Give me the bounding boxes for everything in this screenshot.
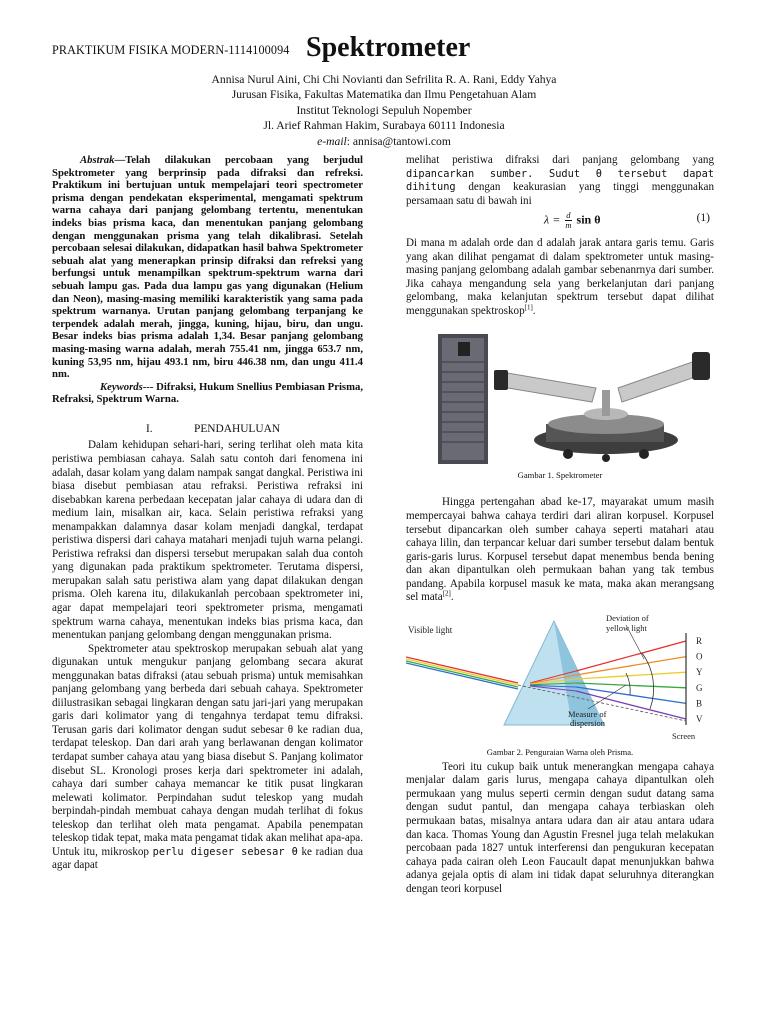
color-label-y: Y [696,667,703,678]
figure-1-caption: Gambar 1. Spektrometer [517,470,603,481]
equation-number: (1) [696,212,710,225]
adjust-knob-center [602,454,610,462]
equation-sin: sin θ [573,212,601,227]
keywords [52,381,363,406]
intro-paragraph-1: Dalam kehidupan sehari-hari, sering terlihat oleh mata kita peristiwa pembiasan cahaya. Salah satu contoh dari fenomena ini adalah, dasar kolam yang dalam nampak sangat dangkal. Peristiwa ini biasa disebut pembiasan atau refraksi. Peristiwa refraksi ini disebabkan karena perbedaan kecepatan jalar cahaya di udara dan di medium lain, misalkan air, kaca. Selain peristiwa refraksi yang menampakkan dalamnya dasar kolam menjadi dangkal, terdapat peristiwa dispersi dari cahaya matahari menjadi tujuh warna pelangi. Peristiwa refraksi dan dispersi tersebut merupakan salah dua contoh yang digunakan pada praktikum spektrometer. Terutama dispersi, merupakan salah satu peristiwa alam yang dapat dilakukan dengan prisma. Oleh karena itu, dilakukanlah percobaan spektrometer ini, agar dapat mempelajari teori spektrometer prisma, mengamati spektrum warna cahaya, menentukan indeks bias prisma kaca, dan menentukan panjang gelombang dengan menggunakan prisma. [52,439,363,642]
equation-numerator: d [566,210,571,221]
telescope-eyepiece [692,352,710,380]
keywords-text: --- Difraksi, Hukum Snellius Pembiasan Prisma, Refraksi, Spektrum Warna. [52,380,363,406]
color-labels [696,636,703,724]
color-label-o: O [696,651,703,662]
address: Jl. Arief Rahman Hakim, Surabaya 60111 Indonesia [263,119,505,133]
department: Jurusan Fisika, Fakultas Matematika dan Ilmu Pengetahuan Alam [231,88,537,102]
equation-formula [544,211,601,230]
intro-paragraph-2-text: Spektrometer atau spektroskop merupakan sebuah alat yang digunakan untuk mengukur panjang gelombang secara akurat menggunakan batas difraksi (atau sebuah prisma) untuk memisahkan panjang gelombang yang berbeda dari sebuah cahaya. Spektrometer diilustrasikan sebagai lingkaran dengan satu jari-jari yang merupakan garis dari kolimator yang di tengahnya terdapat temu difraksi. Terusan garis dari kolimator dengan sudut sebesar θ ke radian dua, terdapat teleskop. Dan dari arah yang berlawanan dengan kolimator terdapat sumber cahaya atau yang biasa disebut S. Panjang kolimator disebut SL. Kronologi proses kerja dari spektrometer ini adalah, cahaya dari sumber cahaya memancar ke titik pusat lingkaran melewati kolimator. Perpindahan sudut teleskop yang mudah berpindah-pindah membuat cahaya dengan mudah terlihat di fokus teleskop dan terlihat oleh mata pengamat. Apabila penempatan teleskop tidak tepat, maka mata pengamat tidak akan melihat apa-apa. Untuk itu, mikroskop [52,642,363,858]
abstract [52,154,363,381]
dispersion-label-1: Measure of [568,708,607,719]
right-paragraph-3: Teori itu cukup baik untuk menerangkan mengapa cahaya menjalar dalam garis lurus, mengapa cahaya dipantulkan oleh permukaan yang mulus seperti cermin dengan sudut datang sama dengan sudut pantul, dan mengapa cahaya terbiaskan oleh permukaan batas, misalnya antara udara dan air atau antara udara dan kaca. Thomas Young dan Agustin Fresnel juga telah melakukan percobaan pada 1827 untuk interferensi dan pengukuran kecepatan cahaya pada cairan oleh Leon Faucault dapat menunjukkan bahwa adanya gejala optis di alam ini tidak dapat seluruhnya diterangkan dengan teori korpusel [406,760,714,895]
dispersion-label-2: dispersion [570,717,605,728]
visible-light-label: Visible light [408,624,453,635]
color-label-g: G [696,682,703,693]
deviation-label-1: Deviation of [606,612,649,623]
lamp-window [458,342,470,356]
adjust-knob-right [639,449,649,459]
screen-label: Screen [672,730,696,741]
figure-2-caption: Gambar 2. Penguraian Warna oleh Prisma. [486,746,634,757]
deviation-label-2: yellow light [606,622,647,633]
color-label-v: V [696,713,703,724]
right-paragraph-2-text: Hingga pertengahan abad ke-17, mayarakat umum masih mempercayai bahwa cahaya terdiri dari aliran korpusel. Korpusel tersebut dipancarkan oleh sumber cahaya seperti matahari atau cahaya lilin, dan terpancar keluar dari sumber tersebut dalam bentuk garis-garis lurus. Korpusel tersebut dapat menembus benda bening dan akan dipantulkan oleh permukaan bahan yang tak tembus pandang. Apabila korpusel masuk ke mata, maka akan merangsang sel mata [406,496,714,604]
dispersion-pointer [588,685,626,709]
right-column [406,154,714,896]
right-paragraph-0-end: dengan keakurasian yang tinggi menggunakan persamaan satu di bawah ini [406,181,714,207]
figure-spectrometer [406,332,714,466]
right-paragraph-1-text: Di mana m adalah orde dan d adalah jarak antara garis temu. Garis yang akan dilihat pengamat di dalam spektrometer untuk masing-masing panjang gelombang adalah gambar sebenanrnya dari sumber. Jika cahaya mengandung sela yang berkelanjutan dari panjang gelombang, maka kelanjutan spektrum tersebut dapat dilihat menggunakan spektroskop [406,237,714,317]
section-number: I. [146,422,153,435]
spectrometer-illustration [406,332,714,466]
ray-o [576,656,686,674]
paper-title: Spektrometer [306,32,471,63]
adjust-knob-left [563,449,573,459]
table-post [602,390,610,416]
institute: Institut Teknologi Sepuluh Nopember [296,103,472,117]
author-block [0,72,768,149]
equation-fraction [565,211,571,230]
ray-r [576,641,686,671]
intro-paragraph-2-end: ke radian dua agar dapat [52,845,363,872]
prism-dispersion-diagram [406,613,714,743]
section-title: PENDAHULUAN [194,422,281,435]
color-label-r: R [696,635,703,646]
section-heading [52,423,363,437]
left-column [52,154,363,873]
color-label-b: B [696,698,703,709]
collimator-slit [494,370,508,390]
keywords-lead: Keywords [100,380,143,393]
intro-paragraph-2-mono: perlu digeser sebesar θ [152,845,298,858]
telescope-tube [618,360,704,402]
email-line [0,134,768,149]
right-paragraph-0 [406,154,714,208]
ray-g [576,683,686,688]
equation-denominator: m [565,220,572,231]
citation-2[interactable]: [2] [442,589,451,598]
right-paragraph-2-end: . [450,591,454,604]
right-paragraph-2 [406,496,714,604]
running-head: PRAKTIKUM FISIKA MODERN-1114100094 [52,43,290,57]
intro-paragraph-2 [52,643,363,873]
equation-1 [406,209,714,235]
email-label: e-mail [317,134,347,148]
authors: Annisa Nurul Aini, Chi Chi Novianti dan Sefrilita R. A. Rani, Eddy Yahya [211,73,557,86]
equation-lambda: λ = [544,212,564,227]
citation-1[interactable]: [1] [524,303,533,312]
collimator-tube [496,372,596,402]
right-paragraph-0-text: melihat peristiwa difraksi dari panjang gelombang yang [406,154,714,166]
figure-prism-dispersion [406,613,714,743]
right-paragraph-0-mono: dipancarkan sumber. Sudut θ tersebut dapat dihitung [406,167,714,194]
right-paragraph-1-end: . [532,304,536,317]
abstract-text: —Telah dilakukan percobaan yang berjudul Spektrometer yang berprinsip pada difraksi dan refreksi. Praktikum ini bertujuan untuk mempelajari teori spectrometer prisma dengan pendekatan eksperimental, mengamati spektrum warna cahaya dari panjang gelombang tertentu, menentukan indeks bias prisma kaca, dan menentukan panjang gelombang dengan menggunakan prisma yang telah dikalibrasi. Setelah percobaan selesai dilakukan, didapatkan hasil bahwa Spektrometer sebuah alat yang menerapkan prinsip difraksi dan refreksi yang berfungsi untuk menampilkan spektrum-spektrum warna dari sebuah lampu gas. Pada dua lampu gas yang digunakan (Helium dan Neon), masing-masing memiliki karakteristik yang sama pada spektrum warnanya. Urutan panjang gelombang terpanjang ke terpendek adalah merah, jingga, kuning, hijau, biru, dan ungu. Besar indeks bias prisma adalah 1,34. Besar panjang gelombang masing-masing warna adalah, merah 755.41 nm, jingga 653.7 nm, kuning 53,95 nm, hijau 493.1 nm, biru 446.38 nm, dan ungu 411.4 nm. [52,154,363,381]
ray-y [576,672,686,679]
abstract-lead: Abstrak [80,154,115,166]
right-paragraph-1 [406,237,714,318]
incident-light [406,657,518,689]
email-address[interactable]: : annisa@tantowi.com [346,134,451,148]
deviation-arc [642,653,654,709]
